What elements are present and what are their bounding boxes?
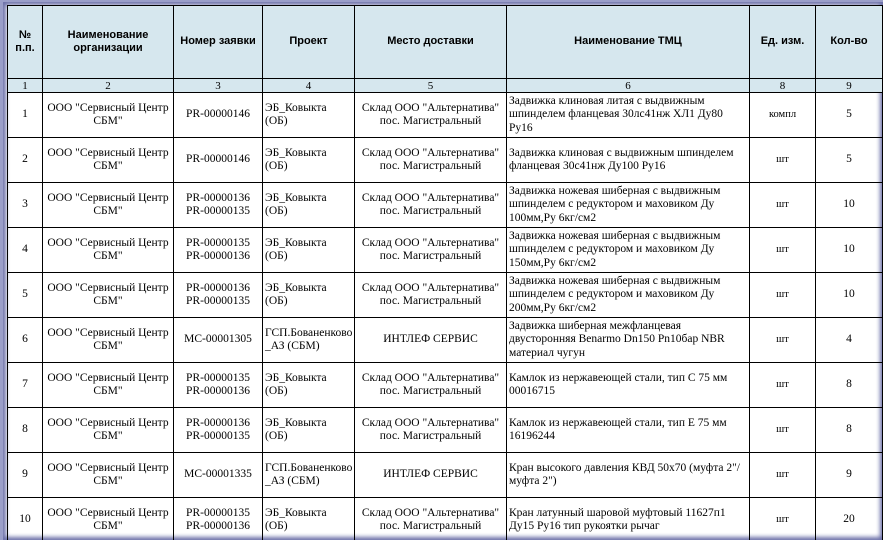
cell-qty: 20: [816, 498, 883, 540]
cell-num: 3: [8, 183, 43, 228]
cell-num: 8: [8, 408, 43, 453]
cell-org: ООО "Сервисный Центр СБМ": [43, 363, 174, 408]
col-number: 3: [174, 79, 263, 93]
table-row: [8, 408, 883, 453]
cell-unit: шт: [750, 363, 816, 408]
cell-request: PR-00000135 PR-00000136: [174, 363, 263, 408]
cell-num: 2: [8, 138, 43, 183]
table-row: [8, 273, 883, 318]
cell-request: PR-00000135 PR-00000136: [174, 498, 263, 540]
cell-qty: 9: [816, 453, 883, 498]
cell-item: Задвижка клиновая с выдвижным шпинделем фланцевая 30с41нж Ду100 Ру16: [507, 138, 750, 183]
cell-item: Задвижка шиберная межфланцевая двусторонняя Benarmo Dn150 Pn10бар NBR материал чугун: [507, 318, 750, 363]
cell-item: Камлок из нержавеющей стали, тип Е 75 мм 16196244: [507, 408, 750, 453]
col-number: 6: [507, 79, 750, 93]
cell-item: Кран высокого давления КВД 50х70 (муфта 2"/муфта 2"): [507, 453, 750, 498]
document-frame: [3, 2, 883, 540]
cell-num: 5: [8, 273, 43, 318]
table-row: [8, 183, 883, 228]
cell-project: ЭБ_Ковыкта (ОБ): [263, 363, 355, 408]
column-number-row: [8, 79, 883, 93]
table-row: [8, 498, 883, 540]
cell-org: ООО "Сервисный Центр СБМ": [43, 228, 174, 273]
cell-org: ООО "Сервисный Центр СБМ": [43, 93, 174, 138]
cell-qty: 10: [816, 273, 883, 318]
cell-request: PR-00000136 PR-00000135: [174, 273, 263, 318]
cell-unit: шт: [750, 498, 816, 540]
col-number: 4: [263, 79, 355, 93]
cell-qty: 8: [816, 363, 883, 408]
cell-project: ЭБ_Ковыкта (ОБ): [263, 273, 355, 318]
cell-project: ГСП.Бованенково _АЗ (СБМ): [263, 453, 355, 498]
cell-unit: шт: [750, 183, 816, 228]
col-number: 1: [8, 79, 43, 93]
cell-qty: 10: [816, 183, 883, 228]
header-item: Наименование ТМЦ: [507, 6, 750, 79]
cell-org: ООО "Сервисный Центр СБМ": [43, 408, 174, 453]
cell-request: PR-00000136 PR-00000135: [174, 183, 263, 228]
header-num: № п.п.: [8, 6, 43, 79]
cell-place: Склад ООО "Альтернатива" пос. Магистральный: [355, 93, 507, 138]
table-row: [8, 363, 883, 408]
cell-place: ИНТЛЕФ СЕРВИС: [355, 453, 507, 498]
cell-num: 10: [8, 498, 43, 540]
cell-item: Задвижка клиновая литая с выдвижным шпинделем фланцевая 30лс41нж ХЛ1 Ду80 Ру16: [507, 93, 750, 138]
cell-place: Склад ООО "Альтернатива" пос. Магистральный: [355, 138, 507, 183]
cell-project: ЭБ_Ковыкта (ОБ): [263, 138, 355, 183]
header-org: Наименование организации: [43, 6, 174, 79]
header-row: [8, 6, 883, 79]
cell-unit: шт: [750, 228, 816, 273]
cell-unit: шт: [750, 408, 816, 453]
cell-request: MC-00001305: [174, 318, 263, 363]
supply-table: [7, 5, 883, 540]
cell-request: MC-00001335: [174, 453, 263, 498]
cell-qty: 10: [816, 228, 883, 273]
cell-project: ЭБ_Ковыкта (ОБ): [263, 498, 355, 540]
cell-project: ЭБ_Ковыкта (ОБ): [263, 93, 355, 138]
cell-unit: шт: [750, 138, 816, 183]
table-row: [8, 318, 883, 363]
cell-request: PR-00000136 PR-00000135: [174, 408, 263, 453]
cell-request: PR-00000146: [174, 138, 263, 183]
table-row: [8, 93, 883, 138]
cell-num: 9: [8, 453, 43, 498]
cell-org: ООО "Сервисный Центр СБМ": [43, 273, 174, 318]
table-row: [8, 453, 883, 498]
header-project: Проект: [263, 6, 355, 79]
cell-unit: шт: [750, 318, 816, 363]
cell-item: Задвижка ножевая шиберная с выдвижным шпинделем с редуктором и маховиком Ду 100мм,Ру 6кг/см2: [507, 183, 750, 228]
cell-item: Задвижка ножевая шиберная с выдвижным шпинделем с редуктором и маховиком Ду 200мм,Ру 6кг/см2: [507, 273, 750, 318]
header-qty: Кол-во: [816, 6, 883, 79]
cell-unit: шт: [750, 273, 816, 318]
cell-num: 4: [8, 228, 43, 273]
cell-project: ЭБ_Ковыкта (ОБ): [263, 183, 355, 228]
cell-item: Камлок из нержавеющей стали, тип С 75 мм 00016715: [507, 363, 750, 408]
cell-num: 7: [8, 363, 43, 408]
header-place: Место доставки: [355, 6, 507, 79]
cell-qty: 4: [816, 318, 883, 363]
col-number: 8: [750, 79, 816, 93]
cell-place: Склад ООО "Альтернатива" пос. Магистральный: [355, 498, 507, 540]
cell-place: Склад ООО "Альтернатива" пос. Магистральный: [355, 183, 507, 228]
header-request: Номер заявки: [174, 6, 263, 79]
cell-place: ИНТЛЕФ СЕРВИС: [355, 318, 507, 363]
cell-unit: шт: [750, 453, 816, 498]
table-row: [8, 138, 883, 183]
cell-request: PR-00000146: [174, 93, 263, 138]
cell-unit: компл: [750, 93, 816, 138]
cell-item: Кран латунный шаровой муфтовый 11627п1 Ду15 Ру16 тип рукоятки рычаг: [507, 498, 750, 540]
col-number: 2: [43, 79, 174, 93]
cell-place: Склад ООО "Альтернатива" пос. Магистральный: [355, 228, 507, 273]
cell-qty: 5: [816, 138, 883, 183]
cell-org: ООО "Сервисный Центр СБМ": [43, 498, 174, 540]
col-number: 5: [355, 79, 507, 93]
cell-org: ООО "Сервисный Центр СБМ": [43, 318, 174, 363]
cell-project: ЭБ_Ковыкта (ОБ): [263, 408, 355, 453]
cell-org: ООО "Сервисный Центр СБМ": [43, 453, 174, 498]
cell-place: Склад ООО "Альтернатива" пос. Магистральный: [355, 408, 507, 453]
cell-place: Склад ООО "Альтернатива" пос. Магистральный: [355, 273, 507, 318]
cell-org: ООО "Сервисный Центр СБМ": [43, 183, 174, 228]
cell-qty: 5: [816, 93, 883, 138]
header-unit: Ед. изм.: [750, 6, 816, 79]
cell-num: 1: [8, 93, 43, 138]
cell-project: ЭБ_Ковыкта (ОБ): [263, 228, 355, 273]
col-number: 9: [816, 79, 883, 93]
cell-request: PR-00000135 PR-00000136: [174, 228, 263, 273]
cell-place: Склад ООО "Альтернатива" пос. Магистральный: [355, 363, 507, 408]
table-row: [8, 228, 883, 273]
cell-item: Задвижка ножевая шиберная с выдвижным шпинделем с редуктором и маховиком Ду 150мм,Ру 6кг/см2: [507, 228, 750, 273]
cell-num: 6: [8, 318, 43, 363]
cell-project: ГСП.Бованенково _АЗ (СБМ): [263, 318, 355, 363]
cell-org: ООО "Сервисный Центр СБМ": [43, 138, 174, 183]
cell-qty: 8: [816, 408, 883, 453]
